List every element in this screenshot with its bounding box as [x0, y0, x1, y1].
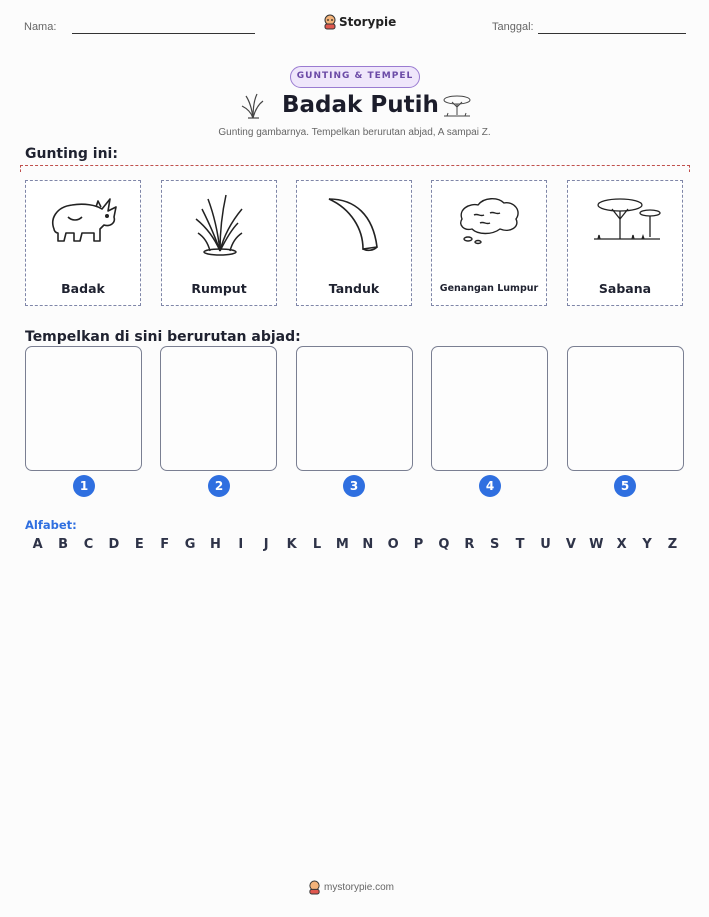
- card-label: Tanduk: [328, 281, 380, 296]
- alphabet-letter: J: [263, 537, 269, 552]
- alphabet-letter: S: [490, 537, 500, 552]
- name-line[interactable]: [72, 33, 255, 34]
- alphabet-letter: H: [209, 537, 221, 552]
- page-title: Badak Putih: [282, 92, 439, 118]
- activity-badge: GUNTING & TEMPEL: [290, 66, 420, 88]
- paste-slot-5[interactable]: [567, 346, 684, 471]
- cut-card-genangan-lumpur[interactable]: [431, 180, 547, 306]
- name-label: Nama:: [24, 21, 57, 33]
- slot-number-4: 4: [479, 475, 501, 497]
- alphabet-letter: P: [413, 537, 424, 552]
- storypie-mascot-icon: [308, 880, 321, 899]
- alphabet-letter: A: [32, 537, 43, 552]
- alphabet-letter: D: [108, 537, 120, 552]
- slot-number-2: 2: [208, 475, 230, 497]
- alphabet-letter: V: [565, 537, 576, 552]
- cut-line: [20, 165, 690, 172]
- alphabet-letter: K: [286, 537, 297, 552]
- card-label: Badak: [61, 281, 105, 296]
- alphabet-letter: Q: [438, 537, 450, 552]
- alphabet-letter: Y: [642, 537, 652, 552]
- alphabet-letter: E: [134, 537, 144, 552]
- card-label: Sabana: [598, 281, 652, 296]
- alphabet-letter: C: [83, 537, 94, 552]
- alphabet-letter: X: [616, 537, 627, 552]
- grass-decoration-icon: [240, 92, 266, 124]
- alphabet-letter: N: [362, 537, 374, 552]
- slot-number-1: 1: [73, 475, 95, 497]
- alphabet-letter: G: [184, 537, 196, 552]
- paste-slot-2[interactable]: [160, 346, 277, 471]
- alphabet-letter: O: [387, 537, 399, 552]
- card-label: Rumput: [191, 281, 247, 296]
- footer: [308, 880, 408, 896]
- instructions: Gunting gambarnya. Tempelkan berurutan abjad, A sampai Z.: [218, 127, 491, 138]
- date-line[interactable]: [538, 33, 686, 34]
- alphabet-heading: Alfabet:: [25, 518, 77, 532]
- paste-slot-1[interactable]: [25, 346, 142, 471]
- cut-card-tanduk[interactable]: [296, 180, 412, 306]
- brand-name: Storypie: [339, 15, 397, 29]
- paste-slot-4[interactable]: [431, 346, 548, 471]
- date-label: Tanggal:: [492, 21, 534, 33]
- alphabet-row: [25, 533, 685, 552]
- slot-number-5: 5: [614, 475, 636, 497]
- footer-site: mystorypie.com: [324, 882, 395, 893]
- alphabet-letter: Z: [667, 537, 678, 552]
- cut-card-sabana[interactable]: [567, 180, 683, 306]
- alphabet-letter: L: [312, 537, 322, 552]
- cut-heading: Gunting ini:: [25, 146, 118, 162]
- alphabet-letter: T: [515, 537, 525, 552]
- paste-heading: Tempelkan di sini berurutan abjad:: [25, 329, 301, 345]
- alphabet-letter: M: [335, 537, 349, 552]
- alphabet-letter: F: [160, 537, 170, 552]
- alphabet-letter: W: [589, 537, 604, 552]
- paste-slot-3[interactable]: [296, 346, 413, 471]
- alphabet-letter: B: [58, 537, 69, 552]
- cut-card-rumput[interactable]: [161, 180, 277, 306]
- brand-logo: [323, 13, 397, 33]
- slot-number-3: 3: [343, 475, 365, 497]
- cut-card-badak[interactable]: [25, 180, 141, 306]
- alphabet-letter: R: [464, 537, 475, 552]
- storypie-mascot-icon: [323, 14, 337, 34]
- card-label: Genangan Lumpur: [439, 283, 539, 294]
- alphabet-letter: U: [540, 537, 551, 552]
- alphabet-letter: I: [238, 537, 244, 552]
- savanna-tree-decoration-icon: [441, 93, 473, 123]
